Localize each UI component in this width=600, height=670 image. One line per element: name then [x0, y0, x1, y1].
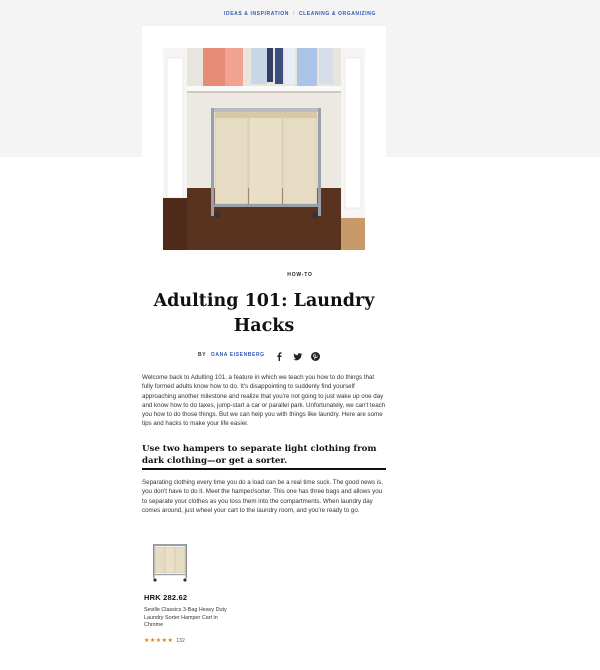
twitter-icon[interactable]: [292, 349, 303, 360]
author-link[interactable]: DANA EISENBERG: [211, 352, 265, 358]
article-kicker: HOW-TO: [287, 272, 313, 278]
social-share: [274, 349, 321, 360]
page-title: Adulting 101: Laundry Hacks: [153, 291, 375, 336]
product-rating: [144, 637, 185, 644]
intro-paragraph: Welcome back to Adulting 101, a feature in which we teach you how to do things that fully formed adults know how to do. It's disappointing to suddenly find yourself approaching another milestone and realize that you're not going to just wake up one day and know how to do taxes, jump-start a car or parallel park. Unfortunately, we can't teach you how to do those things. But we can help you with things like laundry. Here are some tips and hacks to make your life easier.: [142, 374, 386, 428]
byline-label: BY: [198, 352, 207, 358]
pinterest-icon[interactable]: [310, 349, 321, 360]
breadcrumb-ideas[interactable]: IDEAS & INSPIRATION: [224, 11, 289, 17]
breadcrumb-cleaning[interactable]: CLEANING & ORGANIZING: [298, 11, 376, 17]
heading-divider: [142, 468, 386, 470]
product-price: HRK 282.62: [144, 593, 188, 602]
breadcrumb: [0, 11, 600, 17]
review-count: 132: [176, 637, 185, 644]
breadcrumb-separator: /: [292, 11, 295, 17]
star-rating-icon: ★★★★★: [144, 638, 174, 644]
product-name-link[interactable]: Seville Classics 3-Bag Heavy Duty Laundry Sorter Hamper Cart in Chrome: [144, 607, 227, 629]
product-image[interactable]: [150, 538, 190, 584]
body-paragraph: Separating clothing every time you do a load can be a real time suck. The good news is, you don't have to do it. Meet the hamper/sorter. This one has three bags and allows you to separate your clothes as you toss them into the compartments. When laundry day comes around, just wheel your cart to the laundry room, and you're ready to go.: [142, 479, 383, 514]
byline: [198, 350, 265, 360]
section-heading: Use two hampers to separate light clothing from dark clothing—or get a sorter.: [142, 444, 377, 466]
hero-image: [163, 48, 365, 250]
facebook-icon[interactable]: [274, 349, 285, 360]
